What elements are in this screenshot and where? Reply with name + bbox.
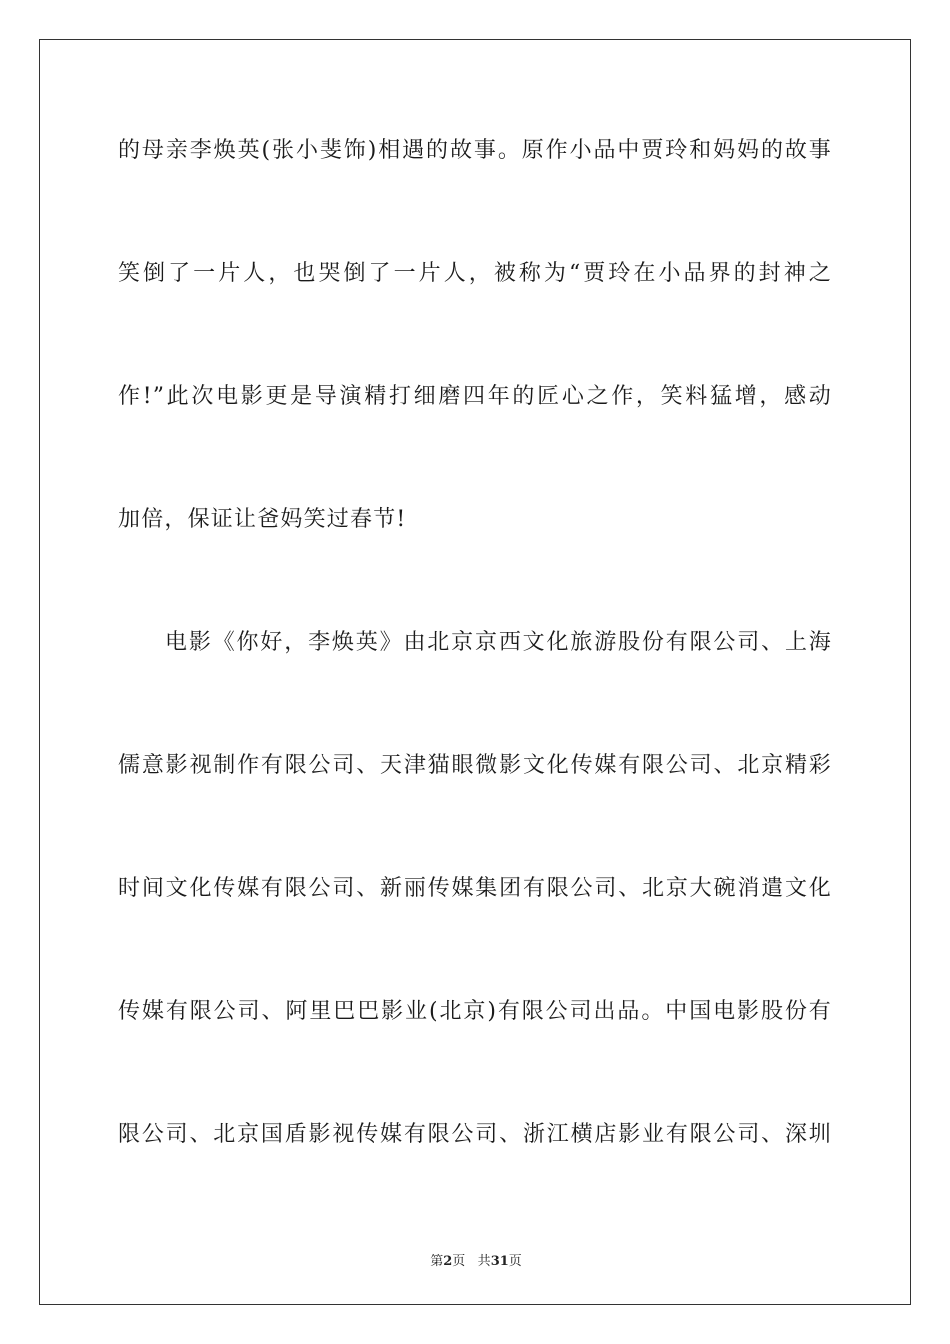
document-body — [118, 106, 832, 1213]
text-line-5: 电影《你好，李焕英》由北京京西文化旅游股份有限公司、上海 — [165, 630, 832, 655]
text-line-2: 笑倒了一片人，也哭倒了一片人，被称为“贾玲在小品界的封神之 — [118, 261, 832, 286]
page-suffix: 页 — [452, 1254, 466, 1269]
text-line-7: 时间文化传媒有限公司、新丽传媒集团有限公司、北京大碗消遣文化 — [118, 876, 832, 901]
text-line-8: 传媒有限公司、阿里巴巴影业(北京)有限公司出品。中国电影股份有 — [118, 999, 832, 1024]
page-frame — [39, 39, 911, 1305]
total-suffix: 页 — [508, 1254, 522, 1269]
text-line-3: 作!”此次电影更是导演精打细磨四年的匠心之作，笑料猛增，感动 — [118, 384, 832, 409]
total-prefix: 共 — [477, 1254, 491, 1269]
total-pages: 31 — [490, 1254, 509, 1269]
text-line-6: 儒意影视制作有限公司、天津猫眼微影文化传媒有限公司、北京精彩 — [118, 753, 832, 778]
page-number: 2 — [443, 1254, 453, 1269]
text-line-4: 加倍，保证让爸妈笑过春节! — [118, 507, 407, 532]
page-footer — [40, 1250, 912, 1269]
text-line-9: 限公司、北京国盾影视传媒有限公司、浙江横店影业有限公司、深圳 — [118, 1122, 832, 1147]
page-prefix: 第 — [430, 1254, 444, 1269]
text-line-1: 的母亲李焕英(张小斐饰)相遇的故事。原作小品中贾玲和妈妈的故事 — [118, 138, 832, 163]
